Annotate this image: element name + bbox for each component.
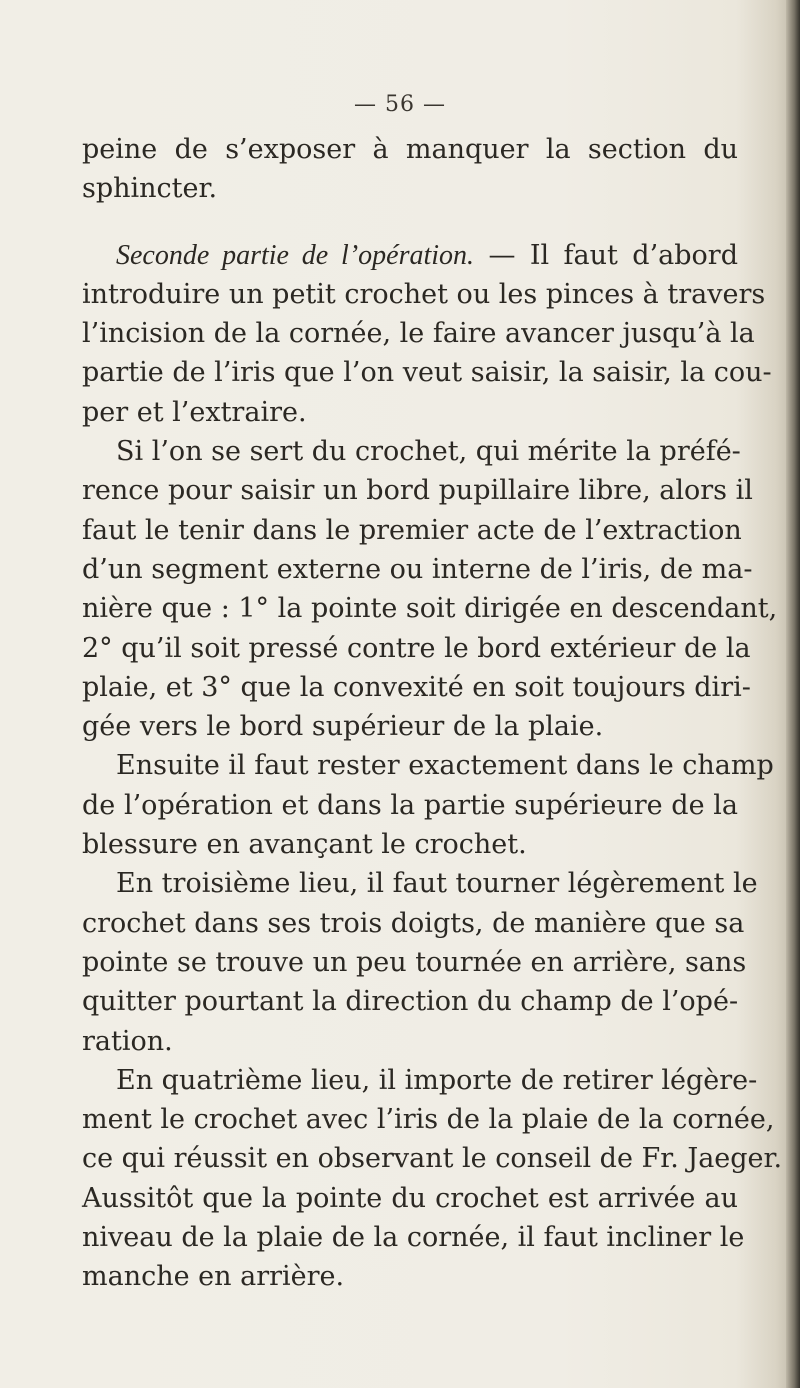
line-text: peine de s’exposer à manquer la section du bbox=[82, 134, 738, 165]
text-line bbox=[82, 982, 738, 1021]
text-line bbox=[82, 550, 753, 589]
section-heading: Seconde partie de l’opération. bbox=[116, 239, 475, 271]
text-line bbox=[82, 471, 753, 510]
line-text: de l’opération et dans la partie supérieure de la bbox=[82, 789, 738, 821]
text-line bbox=[82, 1139, 783, 1178]
text-line bbox=[82, 1022, 738, 1061]
text-line bbox=[82, 629, 751, 668]
line-text: rence pour saisir un bord pupillaire libre, alors il bbox=[82, 475, 753, 507]
text-line bbox=[82, 1179, 738, 1218]
line-text: — Il faut d’abord bbox=[474, 239, 738, 271]
line-text: Si l’on se sert du crochet, qui mérite la préfé- bbox=[116, 436, 741, 468]
text-line bbox=[82, 236, 738, 275]
text-line bbox=[82, 130, 738, 169]
line-text: En troisième lieu, il faut tourner légèrement le bbox=[116, 868, 758, 900]
text-line bbox=[82, 746, 774, 785]
line-text: blessure en avançant le crochet. bbox=[82, 829, 527, 861]
text-line bbox=[82, 1100, 775, 1139]
line-text: pointe se trouve un peu tournée en arrière, sans bbox=[82, 946, 747, 978]
text-line bbox=[82, 169, 738, 208]
line-text: nière que : 1° la pointe soit dirigée en descendant, bbox=[82, 593, 778, 625]
text-line bbox=[82, 432, 741, 471]
line-text: En quatrième lieu, il importe de retirer légère- bbox=[116, 1064, 758, 1096]
line-text: Aussitôt que la pointe du crochet est arrivée au bbox=[82, 1182, 738, 1214]
line-text: d’un segment externe ou interne de l’iris, de ma- bbox=[82, 553, 753, 585]
line-text: 2° qu’il soit pressé contre le bord extérieur de la bbox=[82, 632, 751, 664]
line-text: Ensuite il faut rester exactement dans le champ bbox=[116, 750, 774, 782]
line-text: manche en arrière. bbox=[82, 1261, 345, 1293]
text-line bbox=[82, 1218, 745, 1257]
body-text bbox=[82, 130, 783, 1297]
text-line bbox=[82, 589, 778, 628]
paragraph-gap bbox=[82, 209, 738, 236]
line-text: sphincter. bbox=[82, 173, 218, 205]
text-line bbox=[82, 511, 742, 550]
text-line bbox=[82, 707, 738, 746]
line-text: ment le crochet avec l’iris de la plaie de la cornée, bbox=[82, 1104, 775, 1136]
text-line bbox=[82, 275, 766, 314]
line-text: partie de l’iris que l’on veut saisir, la saisir, la cou- bbox=[82, 357, 772, 389]
line-text: ce qui réussit en observant le conseil de Fr. Jaeger. bbox=[82, 1143, 783, 1175]
page-number: — 56 — bbox=[354, 92, 446, 117]
text-line bbox=[82, 668, 751, 707]
line-text: crochet dans ses trois doigts, de manière que sa bbox=[82, 907, 745, 939]
text-line bbox=[82, 393, 738, 432]
text-line bbox=[82, 943, 747, 982]
line-text: plaie, et 3° que la convexité en soit toujours diri- bbox=[82, 671, 751, 703]
line-text: quitter pourtant la direction du champ de l’opé- bbox=[82, 986, 739, 1018]
line-text: faut le tenir dans le premier acte de l’extraction bbox=[82, 514, 742, 546]
text-line bbox=[82, 353, 772, 392]
text-line bbox=[82, 786, 738, 825]
text-line bbox=[82, 904, 745, 943]
line-text: l’incision de la cornée, le faire avancer jusqu’à la bbox=[82, 318, 755, 350]
line-text: gée vers le bord supérieur de la plaie. bbox=[82, 711, 604, 743]
line-text: niveau de la plaie de la cornée, il faut incliner le bbox=[82, 1222, 745, 1254]
text-line bbox=[82, 314, 755, 353]
text-line bbox=[82, 825, 738, 864]
page-edge-shadow bbox=[786, 0, 800, 1388]
line-text: introduire un petit crochet ou les pinces à travers bbox=[82, 278, 766, 310]
line-text: per et l’extraire. bbox=[82, 396, 307, 428]
text-line bbox=[82, 1061, 758, 1100]
line-text: ration. bbox=[82, 1025, 173, 1057]
text-line bbox=[82, 864, 758, 903]
text-line bbox=[82, 1257, 738, 1296]
